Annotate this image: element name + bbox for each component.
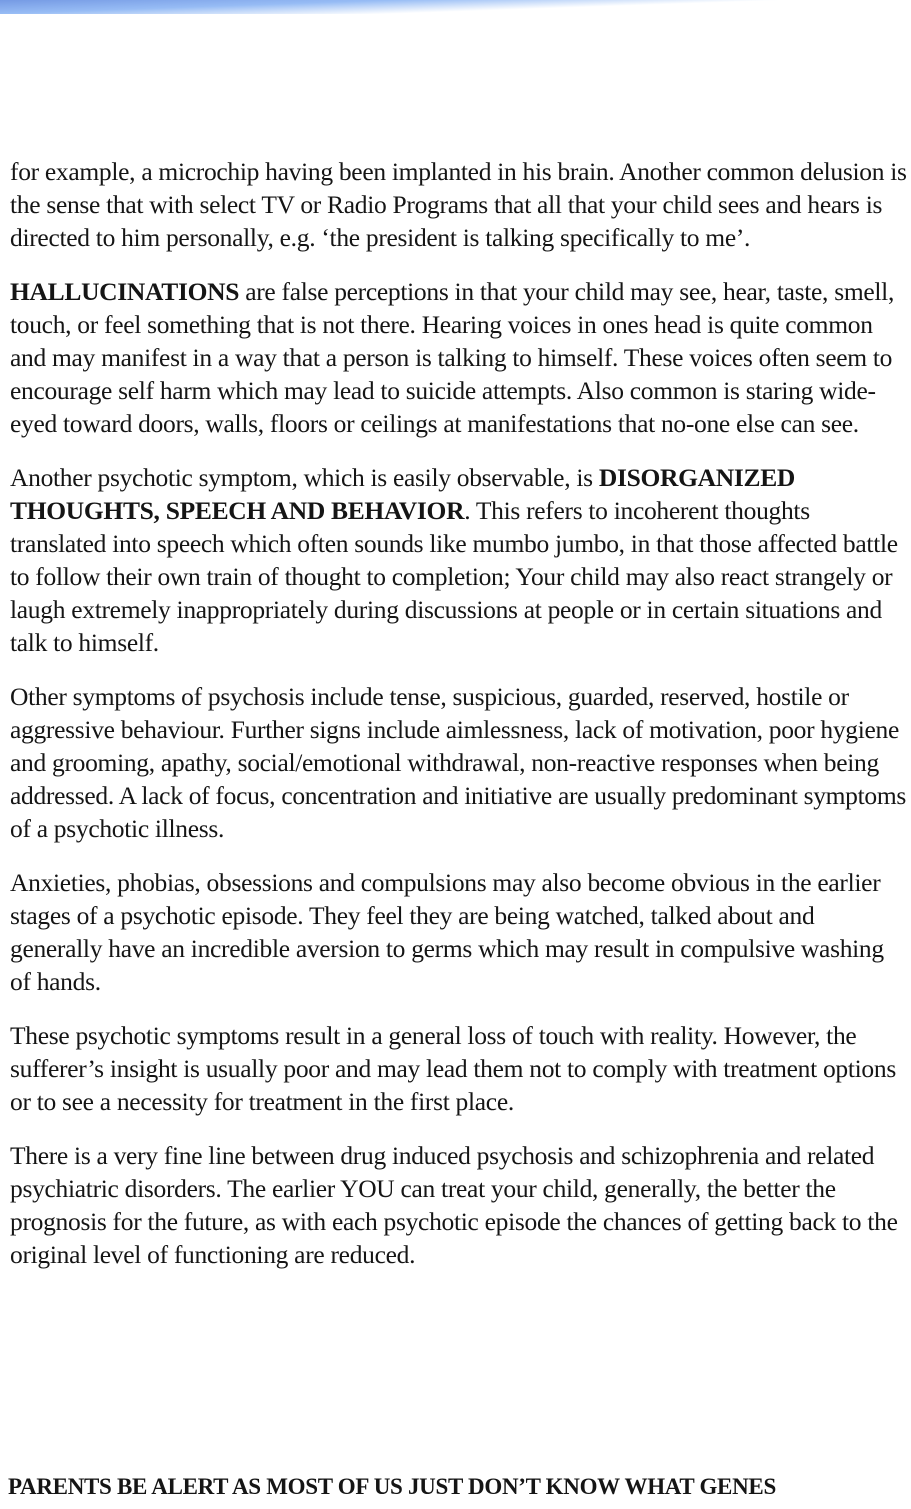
paragraph-fine-line xyxy=(10,1139,910,1271)
paragraph-other-symptoms xyxy=(10,680,910,845)
paragraph-text: There is a very fine line between drug induced psychosis and schizophrenia and related psychiatric disorders. The earlier YOU can treat your child, generally, the better the prognosis for the future, as with each psychotic episode the chances of getting back to the original level of functioning are reduced. xyxy=(10,1141,898,1269)
paragraph-disorganized xyxy=(10,461,910,659)
paragraph-text: Anxieties, phobias, obsessions and compulsions may also become obvious in the earlier stages of a psychotic episode. They feel they are being watched, talked about and generally have an incredible aversion to germs which may result in compulsive washing of hands. xyxy=(10,868,884,996)
paragraph-loss-of-touch xyxy=(10,1019,910,1118)
paragraph-delusion-continued xyxy=(10,155,910,254)
alert-footer: PARENTS BE ALERT AS MOST OF US JUST DON’T KNOW WHAT GENES xyxy=(8,1474,776,1499)
paragraph-text: These psychotic symptoms result in a general loss of touch with reality. However, the sufferer’s insight is usually poor and may lead them not to comply with treatment options or to see a necessity for treatment in the first place. xyxy=(10,1021,896,1116)
term-hallucinations: HALLUCINATIONS xyxy=(10,277,240,306)
term-disorganized: DISORGANIZED THOUGHTS, SPEECH AND BEHAVIOR xyxy=(10,463,796,525)
paragraph-text: . This refers to incoherent thoughts translated into speech which often sounds like mumbo jumbo, in that those affected battle to follow their own train of thought to completion; Your child may also react strangely or laugh extremely inappropriately during discussions at people or in certain situations and talk to himself. xyxy=(10,496,898,657)
paragraph-text: are false perceptions in that your child may see, hear, taste, smell, touch, or feel something that is not there. Hearing voices in ones head is quite common and may manifest in a way that a person is talking to himself. These voices often seem to encourage self harm which may lead to suicide attempts. Also common is staring wide-eyed toward doors, walls, floors or ceilings at manifestations that no-one else can see. xyxy=(10,277,895,438)
paragraph-intro: Another psychotic symptom, which is easily observable, is xyxy=(10,463,599,492)
document-body xyxy=(10,155,910,1292)
paragraph-hallucinations xyxy=(10,275,910,440)
paragraph-text: for example, a microchip having been implanted in his brain. Another common delusion is the sense that with select TV or Radio Programs that all that your child sees and hears is directed to him personally, e.g. ‘the president is talking specifically to me’. xyxy=(10,157,907,252)
paragraph-text: Other symptoms of psychosis include tense, suspicious, guarded, reserved, hostile or aggressive behaviour. Further signs include aimlessness, lack of motivation, poor hygiene and grooming, apathy, social/emotional withdrawal, non-reactive responses when being addressed. A lack of focus, concentration and initiative are usually predominant symptoms of a psychotic illness. xyxy=(10,682,907,843)
paragraph-anxieties xyxy=(10,866,910,998)
scan-edge-artifact xyxy=(0,0,911,14)
